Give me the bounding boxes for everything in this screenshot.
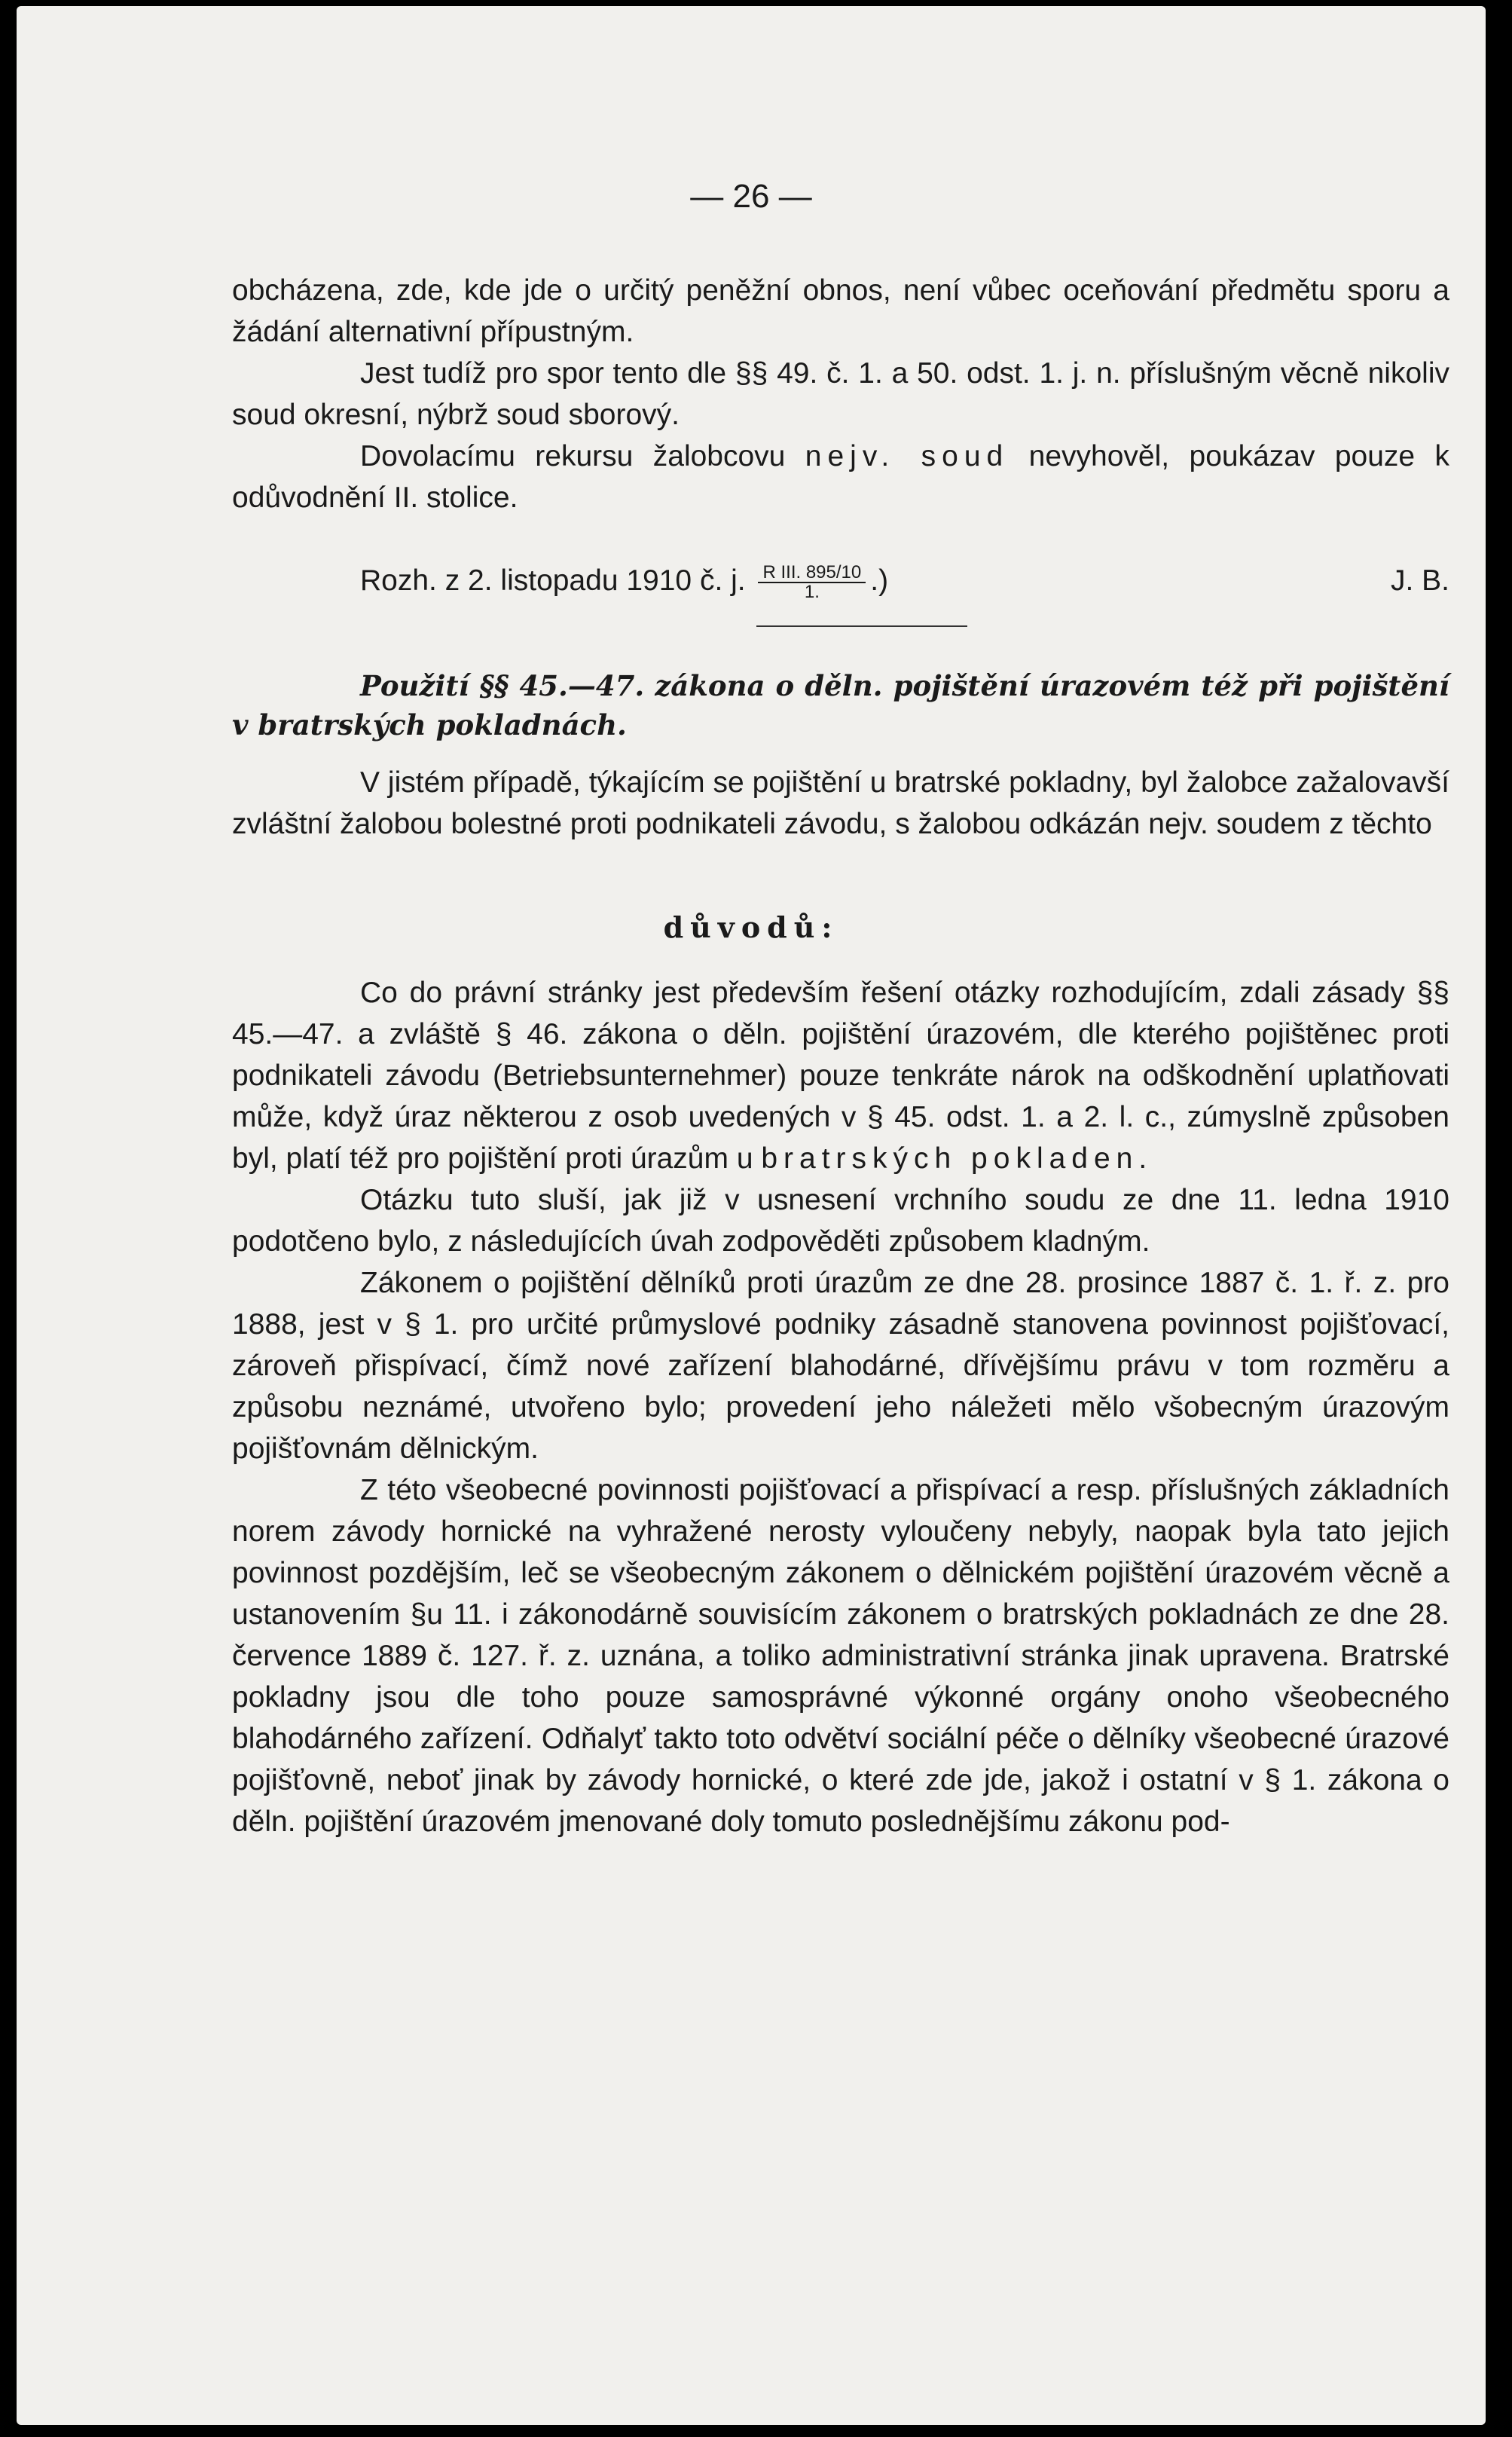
book-page xyxy=(17,6,1486,2425)
paragraph-continuation: obcházena, zde, kde jde o určitý peněžní obnos, není vůbec oceňování předmětu sporu a žádání alternativní přípustným. xyxy=(232,274,1449,348)
author-initials: J. B. xyxy=(1390,564,1449,597)
reference-closing: .) xyxy=(870,564,889,597)
section-divider xyxy=(756,625,967,627)
top-text-block xyxy=(232,270,1449,518)
reference-fraction-top: R III. 895/10 xyxy=(758,564,866,583)
case-intro-block xyxy=(232,762,1449,845)
fraternal-funds-spaced: bratrských pokladen. xyxy=(761,1142,1153,1175)
reasons-heading: důvodů: xyxy=(663,910,839,944)
appeal-text-end: nevyhověl, poukázav pouze k odůvodnění II. stolice. xyxy=(232,440,1450,514)
paragraph-general-duty: Z této všeobecné povinnosti pojišťovací a přispívací a resp. příslušných základních norem závody hornické na vyhražené nerosty vyloučeny nebyly, naopak byla tato jejich povinnost pozdějším, leč se všeobecným zákonem o dělnickém pojištění úrazovém věcně a ustanovením §u 11. i zákonodárně souvisícím zákonem o bratrských pokladnách ze dne 28. července 1889 č. 127. ř. z. uznána, a toliko administrativní stránka jinak upravena. Bratrské pokladny jsou dle toho pouze samosprávné výkonné orgány onoho všeobecného blahodárného zařízení. Odňalyť takto toto odvětví sociální péče o dělníky všeobecné úrazové pojišťovně, neboť jinak by závody hornické, o které zde jde, jakož i ostatní v § 1. zákona o děln. pojištění úrazovém jmenované doly tomuto poslednějšímu zákonu pod- xyxy=(232,1474,1449,1838)
legal-question-text: Co do právní stránky jest především řešení otázky rozhodujícím, zdali zásady §§ 45.—47. a zvláště § 46. zákona o děln. pojištění úrazovém, dle kterého pojištěnec proti podnikateli závodu (Betriebsunternehmer) pouze tenkráte nárok na odškodnění uplatňovati může, když úraz některou z osob uvedených v § 45. odst. 1. a 2. l. c., zúmyslně způsoben byl, platí též pro pojištění proti úrazům u xyxy=(232,977,1449,1175)
paragraph-insurance-law: Zákonem o pojištění dělníků proti úrazům ze dne 28. prosince 1887 č. 1. ř. z. pro 1888, jest v § 1. pro určité průmyslové podniky zásadně stanovena povinnost pojišťovací, zároveň přispívací, čímž nové zařízení blahodárné, dřívějšímu právu v tom rozměru a způsobu neznámé, utvořeno bylo; provedení jeho náležeti mělo všobecným úrazovým pojišťovnám dělnickým. xyxy=(232,1267,1449,1465)
appeal-text-start: Dovolacímu rekursu žalobcovu xyxy=(360,440,805,472)
reference-text: Rozh. z 2. listopadu 1910 č. j. xyxy=(360,564,746,597)
reference-fraction xyxy=(758,561,866,602)
section-heading: Použití §§ 45.—47. zákona o děln. pojištění úrazovém též při pojištění v bratrských pokladnách. xyxy=(232,669,1449,741)
main-text-block xyxy=(232,972,1449,1842)
supreme-court-spaced: nejv. soud xyxy=(805,440,1010,472)
decision-reference xyxy=(360,560,1449,601)
paragraph-answer: Otázku tuto sluší, jak již v usnesení vrchního soudu ze dne 11. ledna 1910 podotčeno bylo, z následujících úvah zodpověděti způsobem kladným. xyxy=(232,1184,1449,1258)
page-number: — 26 — xyxy=(690,178,812,215)
reference-fraction-bottom: 1. xyxy=(804,581,820,602)
paragraph-case-intro: V jistém případě, týkajícím se pojištění u bratrské pokladny, byl žalobce zažalovavší zvláštní žalobou bolestné proti podnikateli závodu, s žalobou odkázán nejv. soudem z těchto xyxy=(232,766,1449,840)
paragraph-legal-question xyxy=(232,972,1449,1179)
paragraph-jurisdiction: Jest tudíž pro spor tento dle §§ 49. č. 1. a 50. odst. 1. j. n. příslušným věcně nikoliv soud okresní, nýbrž soud sborový. xyxy=(232,357,1449,431)
paragraph-appeal xyxy=(232,436,1449,518)
